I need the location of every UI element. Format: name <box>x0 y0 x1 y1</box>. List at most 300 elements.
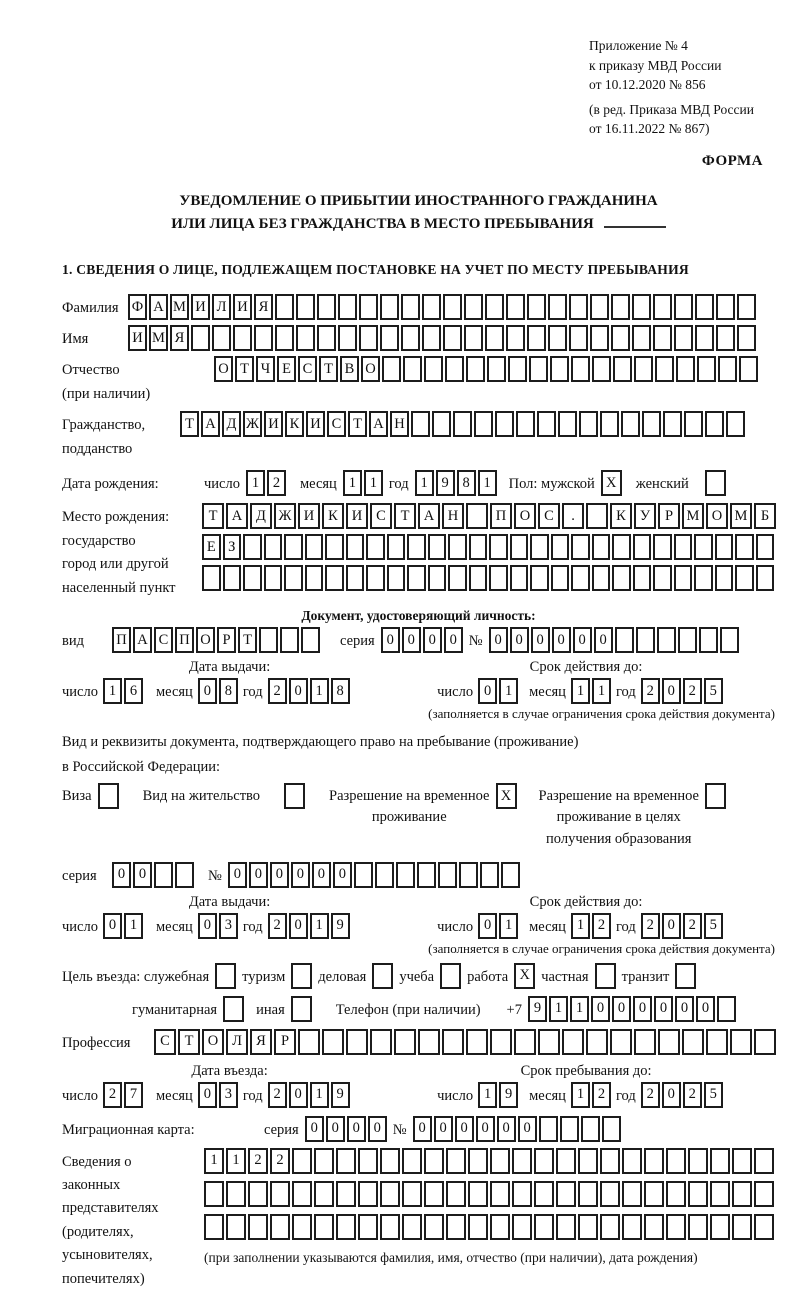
char-cell[interactable]: 1 <box>124 913 143 939</box>
char-cell[interactable] <box>550 356 569 382</box>
permit-issue-month-cells[interactable] <box>198 913 238 939</box>
char-cell[interactable]: А <box>133 627 152 653</box>
char-cell[interactable] <box>375 862 394 888</box>
char-cell[interactable]: 0 <box>510 627 529 653</box>
char-cell[interactable] <box>621 411 640 437</box>
id-doc-series-cells[interactable] <box>381 627 463 653</box>
char-cell[interactable] <box>560 1116 579 1142</box>
char-cell[interactable]: 5 <box>704 1082 723 1108</box>
char-cell[interactable] <box>508 356 527 382</box>
char-cell[interactable]: Т <box>238 627 257 653</box>
char-cell[interactable] <box>615 627 634 653</box>
char-cell[interactable] <box>443 294 462 320</box>
char-cell[interactable] <box>675 963 696 989</box>
char-cell[interactable] <box>613 356 632 382</box>
char-cell[interactable]: X <box>514 963 535 989</box>
char-cell[interactable]: 0 <box>381 627 400 653</box>
char-cell[interactable]: 0 <box>633 996 652 1022</box>
char-cell[interactable] <box>516 411 535 437</box>
char-cell[interactable]: С <box>154 1029 176 1055</box>
patronymic-cells[interactable] <box>214 356 758 382</box>
char-cell[interactable] <box>314 1181 334 1207</box>
char-cell[interactable] <box>428 565 447 591</box>
purpose-tourism-checkbox[interactable] <box>291 963 312 989</box>
char-cell[interactable] <box>459 862 478 888</box>
char-cell[interactable] <box>407 565 426 591</box>
char-cell[interactable]: 0 <box>531 627 550 653</box>
char-cell[interactable] <box>317 294 336 320</box>
char-cell[interactable] <box>243 534 262 560</box>
char-cell[interactable] <box>336 1181 356 1207</box>
char-cell[interactable] <box>336 1214 356 1240</box>
char-cell[interactable] <box>468 1148 488 1174</box>
char-cell[interactable] <box>305 534 324 560</box>
char-cell[interactable] <box>346 565 365 591</box>
char-cell[interactable] <box>422 294 441 320</box>
char-cell[interactable] <box>534 1148 554 1174</box>
char-cell[interactable] <box>506 325 525 351</box>
char-cell[interactable]: 0 <box>133 862 152 888</box>
char-cell[interactable] <box>466 1029 488 1055</box>
char-cell[interactable] <box>248 1214 268 1240</box>
char-cell[interactable]: Ж <box>243 411 262 437</box>
char-cell[interactable] <box>718 356 737 382</box>
char-cell[interactable]: А <box>369 411 388 437</box>
char-cell[interactable] <box>653 325 672 351</box>
purpose-transit-checkbox[interactable] <box>675 963 696 989</box>
surname-cells[interactable] <box>128 294 756 320</box>
char-cell[interactable] <box>512 1214 532 1240</box>
char-cell[interactable] <box>510 534 529 560</box>
char-cell[interactable]: А <box>418 503 440 529</box>
char-cell[interactable]: 0 <box>198 913 217 939</box>
char-cell[interactable]: 3 <box>219 913 238 939</box>
birth-month-cells[interactable] <box>343 470 383 496</box>
char-cell[interactable] <box>666 1181 686 1207</box>
char-cell[interactable] <box>610 1029 632 1055</box>
char-cell[interactable] <box>644 1214 664 1240</box>
id-issue-day-cells[interactable] <box>103 678 143 704</box>
char-cell[interactable]: 1 <box>478 470 497 496</box>
char-cell[interactable] <box>710 1214 730 1240</box>
char-cell[interactable] <box>586 1029 608 1055</box>
char-cell[interactable]: И <box>306 411 325 437</box>
stay-year-cells[interactable] <box>641 1082 723 1108</box>
char-cell[interactable] <box>732 1148 752 1174</box>
char-cell[interactable]: 0 <box>434 1116 453 1142</box>
birthplace-cells-row2[interactable] <box>202 534 776 560</box>
char-cell[interactable] <box>402 1181 422 1207</box>
char-cell[interactable] <box>530 534 549 560</box>
char-cell[interactable] <box>366 565 385 591</box>
char-cell[interactable] <box>653 534 672 560</box>
char-cell[interactable] <box>551 534 570 560</box>
char-cell[interactable]: Р <box>658 503 680 529</box>
purpose-other-checkbox[interactable] <box>291 996 312 1022</box>
char-cell[interactable] <box>448 565 467 591</box>
char-cell[interactable] <box>716 294 735 320</box>
char-cell[interactable] <box>684 411 703 437</box>
char-cell[interactable] <box>202 565 221 591</box>
stay-month-cells[interactable] <box>571 1082 611 1108</box>
char-cell[interactable] <box>695 325 714 351</box>
char-cell[interactable]: 2 <box>592 913 611 939</box>
char-cell[interactable]: 0 <box>368 1116 387 1142</box>
char-cell[interactable] <box>259 627 278 653</box>
char-cell[interactable] <box>592 534 611 560</box>
citizenship-cells[interactable] <box>180 411 745 437</box>
char-cell[interactable] <box>380 325 399 351</box>
char-cell[interactable]: 2 <box>641 678 660 704</box>
char-cell[interactable]: X <box>601 470 622 496</box>
char-cell[interactable] <box>735 565 754 591</box>
char-cell[interactable]: 1 <box>310 913 329 939</box>
entry-day-cells[interactable] <box>103 1082 143 1108</box>
char-cell[interactable] <box>578 1214 598 1240</box>
char-cell[interactable] <box>578 1181 598 1207</box>
char-cell[interactable] <box>446 1214 466 1240</box>
char-cell[interactable]: 0 <box>478 913 497 939</box>
char-cell[interactable]: И <box>233 294 252 320</box>
char-cell[interactable] <box>401 325 420 351</box>
char-cell[interactable] <box>487 356 506 382</box>
char-cell[interactable]: П <box>112 627 131 653</box>
char-cell[interactable] <box>600 411 619 437</box>
char-cell[interactable] <box>215 963 236 989</box>
legal-reps-cells-row1[interactable] <box>204 1148 774 1174</box>
char-cell[interactable] <box>705 411 724 437</box>
char-cell[interactable] <box>401 294 420 320</box>
char-cell[interactable]: З <box>223 534 242 560</box>
char-cell[interactable]: Т <box>235 356 254 382</box>
char-cell[interactable]: X <box>496 783 517 809</box>
residence-permit-checkbox[interactable] <box>284 783 305 809</box>
char-cell[interactable] <box>489 534 508 560</box>
char-cell[interactable] <box>556 1214 576 1240</box>
char-cell[interactable] <box>756 534 775 560</box>
char-cell[interactable] <box>254 325 273 351</box>
char-cell[interactable] <box>716 325 735 351</box>
char-cell[interactable]: Я <box>250 1029 272 1055</box>
char-cell[interactable] <box>403 356 422 382</box>
char-cell[interactable] <box>380 1148 400 1174</box>
char-cell[interactable] <box>612 565 631 591</box>
char-cell[interactable]: 0 <box>552 627 571 653</box>
char-cell[interactable]: С <box>154 627 173 653</box>
char-cell[interactable] <box>418 1029 440 1055</box>
char-cell[interactable]: 0 <box>291 862 310 888</box>
char-cell[interactable]: О <box>706 503 728 529</box>
purpose-humanitarian-checkbox[interactable] <box>223 996 244 1022</box>
char-cell[interactable] <box>530 565 549 591</box>
char-cell[interactable] <box>694 534 713 560</box>
char-cell[interactable] <box>359 325 378 351</box>
char-cell[interactable] <box>284 534 303 560</box>
char-cell[interactable] <box>468 1214 488 1240</box>
char-cell[interactable] <box>663 411 682 437</box>
char-cell[interactable]: П <box>490 503 512 529</box>
char-cell[interactable]: 0 <box>423 627 442 653</box>
char-cell[interactable]: 2 <box>683 913 702 939</box>
char-cell[interactable]: И <box>346 503 368 529</box>
char-cell[interactable] <box>298 1029 320 1055</box>
char-cell[interactable] <box>428 534 447 560</box>
char-cell[interactable]: О <box>214 356 233 382</box>
permit-valid-day-cells[interactable] <box>478 913 518 939</box>
char-cell[interactable]: 0 <box>326 1116 345 1142</box>
char-cell[interactable] <box>291 996 312 1022</box>
char-cell[interactable]: 1 <box>246 470 265 496</box>
char-cell[interactable] <box>674 294 693 320</box>
char-cell[interactable]: 0 <box>228 862 247 888</box>
char-cell[interactable]: 0 <box>289 678 308 704</box>
birthplace-cells-row3[interactable] <box>202 565 776 591</box>
char-cell[interactable] <box>534 1181 554 1207</box>
char-cell[interactable] <box>710 1148 730 1174</box>
char-cell[interactable]: 0 <box>413 1116 432 1142</box>
char-cell[interactable] <box>688 1181 708 1207</box>
char-cell[interactable] <box>448 534 467 560</box>
char-cell[interactable] <box>592 565 611 591</box>
char-cell[interactable]: О <box>361 356 380 382</box>
char-cell[interactable]: Т <box>180 411 199 437</box>
char-cell[interactable]: 9 <box>331 913 350 939</box>
char-cell[interactable] <box>380 1214 400 1240</box>
char-cell[interactable]: 6 <box>124 678 143 704</box>
char-cell[interactable]: В <box>340 356 359 382</box>
char-cell[interactable] <box>402 1148 422 1174</box>
char-cell[interactable] <box>445 356 464 382</box>
migration-card-series-cells[interactable] <box>305 1116 387 1142</box>
char-cell[interactable]: Я <box>170 325 189 351</box>
char-cell[interactable] <box>595 963 616 989</box>
char-cell[interactable] <box>469 565 488 591</box>
char-cell[interactable]: 0 <box>347 1116 366 1142</box>
char-cell[interactable]: Б <box>754 503 776 529</box>
char-cell[interactable] <box>694 565 713 591</box>
entry-month-cells[interactable] <box>198 1082 238 1108</box>
char-cell[interactable] <box>510 565 529 591</box>
permit-series-cells[interactable] <box>112 862 194 888</box>
char-cell[interactable] <box>291 963 312 989</box>
char-cell[interactable]: 0 <box>198 1082 217 1108</box>
char-cell[interactable]: Д <box>250 503 272 529</box>
char-cell[interactable] <box>204 1214 224 1240</box>
char-cell[interactable]: 8 <box>219 678 238 704</box>
char-cell[interactable]: 0 <box>497 1116 516 1142</box>
char-cell[interactable]: 7 <box>124 1082 143 1108</box>
char-cell[interactable] <box>688 1148 708 1174</box>
char-cell[interactable]: 0 <box>662 1082 681 1108</box>
char-cell[interactable]: 1 <box>571 678 590 704</box>
char-cell[interactable] <box>402 1214 422 1240</box>
id-doc-kind-cells[interactable] <box>112 627 320 653</box>
char-cell[interactable]: О <box>514 503 536 529</box>
char-cell[interactable] <box>732 1214 752 1240</box>
char-cell[interactable]: 0 <box>476 1116 495 1142</box>
sex-female-checkbox[interactable] <box>705 470 726 496</box>
char-cell[interactable]: 2 <box>683 678 702 704</box>
char-cell[interactable] <box>592 356 611 382</box>
char-cell[interactable] <box>175 862 194 888</box>
char-cell[interactable] <box>602 1116 621 1142</box>
char-cell[interactable] <box>558 411 577 437</box>
visa-checkbox[interactable] <box>98 783 119 809</box>
char-cell[interactable] <box>443 325 462 351</box>
char-cell[interactable]: Т <box>319 356 338 382</box>
char-cell[interactable] <box>730 1029 752 1055</box>
char-cell[interactable]: 0 <box>675 996 694 1022</box>
char-cell[interactable] <box>653 565 672 591</box>
char-cell[interactable] <box>754 1214 774 1240</box>
char-cell[interactable] <box>275 294 294 320</box>
char-cell[interactable] <box>632 325 651 351</box>
char-cell[interactable] <box>438 862 457 888</box>
char-cell[interactable] <box>154 862 173 888</box>
char-cell[interactable]: 1 <box>103 678 122 704</box>
char-cell[interactable] <box>739 356 758 382</box>
char-cell[interactable]: 9 <box>436 470 455 496</box>
char-cell[interactable] <box>506 294 525 320</box>
char-cell[interactable] <box>424 1148 444 1174</box>
char-cell[interactable] <box>358 1148 378 1174</box>
char-cell[interactable] <box>666 1148 686 1174</box>
char-cell[interactable] <box>270 1181 290 1207</box>
char-cell[interactable] <box>754 1148 774 1174</box>
char-cell[interactable] <box>562 1029 584 1055</box>
char-cell[interactable] <box>705 783 726 809</box>
id-issue-year-cells[interactable] <box>268 678 350 704</box>
char-cell[interactable] <box>226 1181 246 1207</box>
char-cell[interactable] <box>732 1181 752 1207</box>
char-cell[interactable] <box>292 1214 312 1240</box>
char-cell[interactable] <box>346 1029 368 1055</box>
char-cell[interactable] <box>726 411 745 437</box>
phone-number-cells[interactable] <box>528 996 736 1022</box>
char-cell[interactable] <box>514 1029 536 1055</box>
char-cell[interactable]: 1 <box>226 1148 246 1174</box>
char-cell[interactable] <box>578 1148 598 1174</box>
birthplace-cells-row1[interactable] <box>202 503 776 529</box>
char-cell[interactable] <box>372 963 393 989</box>
char-cell[interactable] <box>346 534 365 560</box>
char-cell[interactable] <box>387 565 406 591</box>
char-cell[interactable]: П <box>175 627 194 653</box>
char-cell[interactable] <box>548 325 567 351</box>
char-cell[interactable]: 0 <box>289 913 308 939</box>
char-cell[interactable] <box>678 627 697 653</box>
char-cell[interactable] <box>358 1181 378 1207</box>
char-cell[interactable] <box>551 565 570 591</box>
char-cell[interactable] <box>380 294 399 320</box>
char-cell[interactable] <box>720 627 739 653</box>
char-cell[interactable] <box>440 963 461 989</box>
char-cell[interactable]: 2 <box>270 1148 290 1174</box>
char-cell[interactable] <box>633 534 652 560</box>
purpose-work-checkbox[interactable] <box>514 963 535 989</box>
char-cell[interactable] <box>710 1181 730 1207</box>
char-cell[interactable]: 5 <box>704 913 723 939</box>
temp-residence-checkbox[interactable] <box>496 783 517 809</box>
char-cell[interactable]: Р <box>217 627 236 653</box>
char-cell[interactable]: У <box>634 503 656 529</box>
char-cell[interactable] <box>466 503 488 529</box>
char-cell[interactable]: Т <box>202 503 224 529</box>
char-cell[interactable]: И <box>264 411 283 437</box>
char-cell[interactable]: 0 <box>289 1082 308 1108</box>
char-cell[interactable] <box>676 356 695 382</box>
char-cell[interactable] <box>490 1148 510 1174</box>
char-cell[interactable]: Е <box>277 356 296 382</box>
char-cell[interactable] <box>674 565 693 591</box>
char-cell[interactable]: 2 <box>683 1082 702 1108</box>
char-cell[interactable] <box>325 534 344 560</box>
char-cell[interactable] <box>382 356 401 382</box>
char-cell[interactable]: 2 <box>268 1082 287 1108</box>
char-cell[interactable] <box>243 565 262 591</box>
birth-day-cells[interactable] <box>246 470 286 496</box>
char-cell[interactable]: 0 <box>444 627 463 653</box>
char-cell[interactable] <box>490 1214 510 1240</box>
char-cell[interactable]: 8 <box>457 470 476 496</box>
char-cell[interactable] <box>212 325 231 351</box>
char-cell[interactable] <box>248 1181 268 1207</box>
char-cell[interactable]: О <box>196 627 215 653</box>
char-cell[interactable]: Т <box>394 503 416 529</box>
char-cell[interactable]: 0 <box>312 862 331 888</box>
legal-reps-cells-row2[interactable] <box>204 1181 774 1207</box>
char-cell[interactable]: 1 <box>310 678 329 704</box>
char-cell[interactable] <box>501 862 520 888</box>
char-cell[interactable]: И <box>191 294 210 320</box>
char-cell[interactable]: К <box>322 503 344 529</box>
char-cell[interactable] <box>270 1214 290 1240</box>
char-cell[interactable]: 1 <box>571 1082 590 1108</box>
char-cell[interactable]: 1 <box>570 996 589 1022</box>
char-cell[interactable]: 9 <box>499 1082 518 1108</box>
char-cell[interactable] <box>556 1181 576 1207</box>
char-cell[interactable] <box>644 1181 664 1207</box>
char-cell[interactable]: Н <box>442 503 464 529</box>
char-cell[interactable] <box>387 534 406 560</box>
permit-valid-year-cells[interactable] <box>641 913 723 939</box>
char-cell[interactable] <box>474 411 493 437</box>
char-cell[interactable] <box>358 1214 378 1240</box>
char-cell[interactable] <box>600 1214 620 1240</box>
char-cell[interactable] <box>697 356 716 382</box>
char-cell[interactable] <box>422 325 441 351</box>
permit-issue-day-cells[interactable] <box>103 913 143 939</box>
id-valid-day-cells[interactable] <box>478 678 518 704</box>
id-issue-month-cells[interactable] <box>198 678 238 704</box>
char-cell[interactable] <box>590 325 609 351</box>
char-cell[interactable] <box>600 1181 620 1207</box>
char-cell[interactable] <box>642 411 661 437</box>
char-cell[interactable] <box>737 325 756 351</box>
char-cell[interactable] <box>658 1029 680 1055</box>
birth-year-cells[interactable] <box>415 470 497 496</box>
char-cell[interactable]: . <box>562 503 584 529</box>
char-cell[interactable] <box>512 1181 532 1207</box>
char-cell[interactable] <box>754 1181 774 1207</box>
char-cell[interactable] <box>653 294 672 320</box>
char-cell[interactable]: К <box>285 411 304 437</box>
char-cell[interactable]: 0 <box>696 996 715 1022</box>
char-cell[interactable] <box>754 1029 776 1055</box>
char-cell[interactable] <box>469 534 488 560</box>
char-cell[interactable] <box>490 1029 512 1055</box>
char-cell[interactable] <box>571 534 590 560</box>
